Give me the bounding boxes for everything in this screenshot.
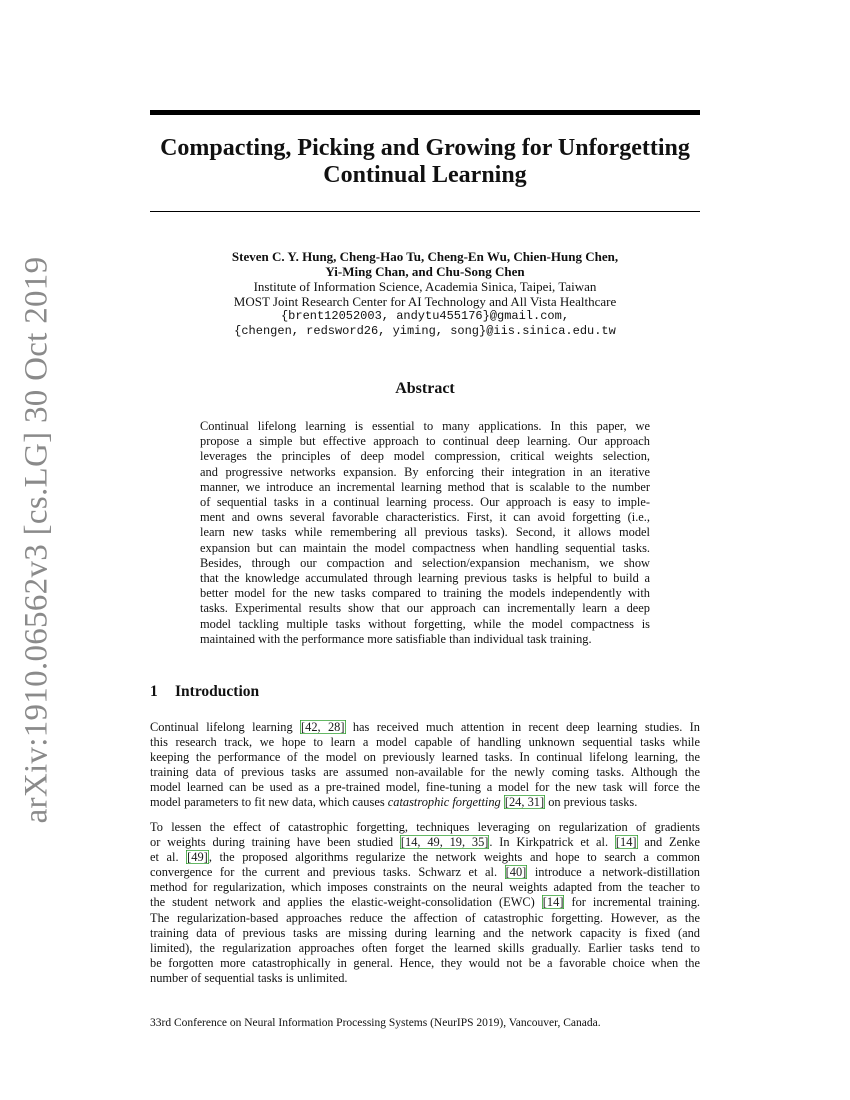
abstract-heading: Abstract	[395, 380, 455, 397]
abstract-line: model tackling multiple tasks without forgetting, while the model compactness is	[200, 616, 650, 631]
abstract-line: expansion but can maintain the model compactness when handling sequential tasks.	[200, 540, 650, 555]
title-line: Continual Learning	[323, 162, 527, 188]
paragraph-line	[150, 865, 700, 880]
paragraph-line: training data of previous tasks are assumed non-available for the newly coming tasks. Although the	[150, 765, 700, 780]
paragraph-line: The regularization-based approaches reduce the affection of catastrophic forgetting. However, as the	[150, 910, 700, 925]
text-run: et al.	[150, 850, 187, 865]
paragraph-line: limited), the regularization approaches often forget the learned skills gradually. Earlier tasks tend to	[150, 940, 700, 955]
text-run: has received much attention in recent deep learning studies. In	[345, 720, 700, 734]
abstract-line: and progressive networks expansion. By enforcing their integration in an iterative	[200, 464, 650, 479]
text-run: on previous tasks.	[545, 795, 638, 810]
abstract-body	[200, 419, 650, 647]
text-run: , the proposed algorithms regularize the network weights and hope to search a common	[208, 850, 700, 865]
citation-link[interactable]: [40]	[505, 865, 527, 880]
intro-paragraph-2	[150, 820, 700, 986]
conference-footnote: 33rd Conference on Neural Information Processing Systems (NeurIPS 2019), Vancouver, Canada.	[150, 1017, 601, 1029]
section-number: 1	[150, 683, 158, 700]
abstract-line: Besides, through our compaction and selection/expansion mechanism, we show	[200, 555, 650, 570]
affiliation: Institute of Information Science, Academia Sinica, Taipei, Taiwan	[253, 279, 597, 294]
text-run: Continual lifelong learning	[150, 720, 301, 734]
affiliation: MOST Joint Research Center for AI Technology and All Vista Healthcare	[233, 294, 617, 309]
intro-paragraph-1	[150, 720, 700, 811]
abstract-line: learn new tasks while remembering all previous tasks). Second, it allows model	[200, 525, 650, 540]
section-title: Introduction	[175, 683, 260, 700]
paragraph-line: model learned can be used as a pre-trained model, fine-tuning a model for the new task will force the	[150, 780, 700, 795]
paragraph-line	[150, 795, 700, 810]
text-run: the student network and applies the elastic-weight-consolidation (EWC)	[150, 895, 542, 910]
author-block	[150, 249, 700, 339]
abstract-line: tasks. Experimental results show that our approach can incrementally learn a deep	[200, 601, 650, 616]
abstract-line: of sequential tasks in a continual learning process. Our approach is easy to imple-	[200, 495, 650, 510]
paragraph-line: training data of previous tasks are missing during learning and the network capacity is fixed (and	[150, 925, 700, 940]
citation-link[interactable]: [14]	[542, 895, 564, 910]
abstract-line: that the knowledge accumulated through learning previous tasks is helpful to build a	[200, 571, 650, 586]
paragraph-line: To lessen the effect of catastrophic forgetting, techniques leveraging on regularization of gradients	[150, 820, 700, 834]
abstract-line: ment and owns several favorable characteristics. First, it can avoid forgetting (i.e.,	[200, 510, 650, 525]
paragraph-line	[150, 835, 700, 850]
citation-link[interactable]: [42, 28]	[301, 720, 345, 734]
citation-link[interactable]: [14, 49, 19, 35]	[400, 835, 489, 850]
author-emails: {brent12052003, andytu455176}@gmail.com,	[280, 309, 570, 323]
paper-title	[150, 135, 700, 189]
abstract-line: propose a simple but effective approach to continual deep learning. Our approach	[200, 434, 650, 449]
author-names: Steven C. Y. Hung, Cheng-Hao Tu, Cheng-En Wu, Chien-Hung Chen,	[231, 249, 619, 264]
text-run: and Zenke	[637, 835, 701, 850]
paragraph-line: number of sequential tasks is unlimited.	[150, 970, 348, 985]
section-heading-introduction	[150, 683, 259, 701]
abstract-line: Continual lifelong learning is essential to many applications. In this paper, we	[200, 419, 650, 433]
title-bottom-rule	[150, 211, 700, 212]
emphasis-text: catastrophic forgetting	[387, 795, 501, 810]
author-emails: {chengen, redsword26, yiming, song}@iis.sinica.edu.tw	[234, 324, 616, 338]
paragraph-line: be forgotten more catastrophically in general. Hence, they would not be a favorable choice when the	[150, 955, 700, 970]
text-run: or weights during training have been studied	[150, 835, 400, 850]
citation-link[interactable]: [49]	[187, 850, 208, 865]
arxiv-identifier-stamp: arXiv:1910.06562v3 [cs.LG] 30 Oct 2019	[18, 256, 55, 824]
paragraph-line: method for regularization, which imposes constraints on the neural weights adapted from the teacher to	[150, 880, 700, 895]
text-run: for incremental training.	[564, 895, 701, 910]
text-run: . In Kirkpatrick et al.	[489, 835, 615, 850]
text-run: model parameters to fit new data, which causes	[150, 795, 388, 810]
paragraph-line	[150, 720, 700, 735]
title-line: Compacting, Picking and Growing for Unforgetting	[160, 135, 690, 161]
paragraph-line: keeping the performance of the model on previously learned tasks. In continual lifelong learning, the	[150, 750, 700, 765]
text-run: introduce a network-distillation	[527, 865, 700, 880]
citation-link[interactable]: [24, 31]	[504, 795, 545, 810]
abstract-line: manner, we introduce an incremental learning method that is scalable to the number	[200, 479, 650, 494]
text-run: convergence for the current and previous tasks. Schwarz et al.	[150, 865, 505, 880]
title-top-rule	[150, 110, 700, 115]
abstract-line: leverages the principles of deep model compression, critical weights selection,	[200, 449, 650, 464]
citation-link[interactable]: [14]	[615, 835, 637, 850]
abstract-line: maintained with the performance more satisfiable than individual task training.	[200, 631, 592, 646]
paragraph-line: this research track, we hope to learn a model capable of handling unknown sequential tasks while	[150, 735, 700, 750]
author-names: Yi-Ming Chan, and Chu-Song Chen	[325, 264, 525, 279]
paragraph-line	[150, 895, 700, 910]
abstract-line: better model for the new tasks compared to training the models independently with	[200, 586, 650, 601]
paragraph-line	[150, 850, 700, 865]
